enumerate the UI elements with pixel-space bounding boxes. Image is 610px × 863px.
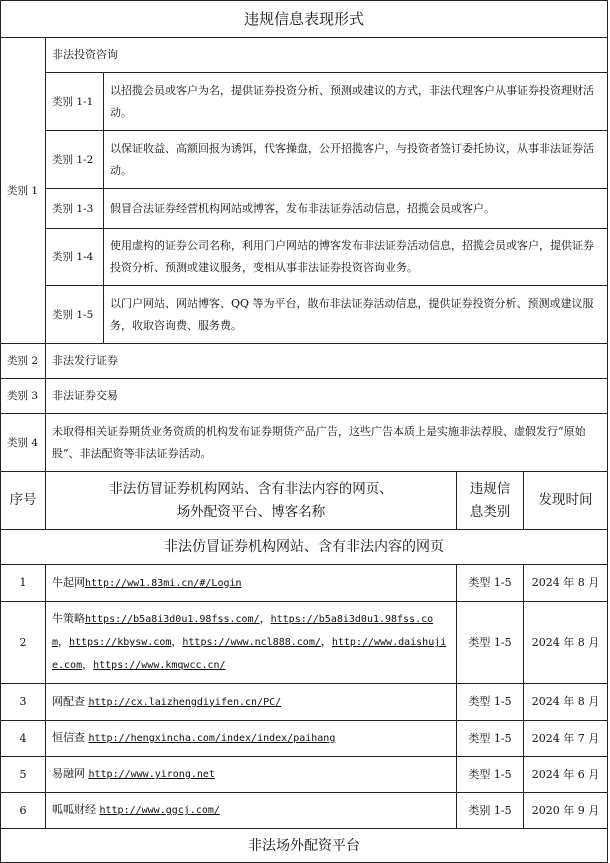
section-title-websites: 非法仿冒证券机构网站、含有非法内容的网页 [1, 530, 608, 565]
subcategory-text: 以保证收益、高额回报为诱饵，代客操盘，公开招揽客户，与投资者签订委托协议，从事非法证券活动。 [104, 131, 608, 189]
row-time: 2024 年 8 月 [524, 565, 608, 602]
row-type: 类型 1-5 [457, 565, 524, 602]
row-time: 2024 年 7 月 [524, 721, 608, 757]
row-name: 呱呱财经 [52, 803, 96, 816]
row-num: 1 [1, 565, 46, 602]
row-type: 类型 1-5 [457, 757, 524, 793]
header-time: 发现时间 [524, 472, 608, 530]
row-name: 牛起网 [52, 575, 85, 589]
category-3-label: 类别 3 [1, 379, 46, 414]
url-link[interactable]: http://hengxincha.com/index/index/paihang [88, 733, 336, 744]
url-link[interactable]: https://kbysw.com [69, 637, 172, 648]
table-row [1, 565, 608, 602]
table-row [1, 793, 608, 829]
subcategory-label: 类别 1-3 [46, 189, 104, 229]
subcategory-text: 使用虚构的证券公司名称，利用门户网站的博客发布非法证券活动信息，招揽会员或客户，提供证券投资分析、预测或建议服务，变相从事非法证券投资咨询业务。 [104, 229, 608, 286]
row-time: 2024 年 6 月 [524, 757, 608, 793]
url-link[interactable]: http://cx.laizhengdiyifen.cn/PC/ [88, 696, 282, 708]
table-title: 违规信息表现形式 [1, 1, 608, 38]
row-type: 类别 1-5 [457, 793, 524, 829]
row-num: 6 [1, 793, 46, 829]
row-time: 2024 年 8 月 [524, 602, 608, 684]
subcategory-text: 假冒合法证券经营机构网站或博客，发布非法证券活动信息，招揽会员或客户。 [104, 189, 608, 229]
section-title-otc-platforms: 非法场外配资平台 [1, 829, 608, 863]
row-name-cell [46, 721, 457, 757]
row-name-cell [46, 684, 457, 721]
row-name: 恒信查 [52, 731, 85, 744]
subcategory-text: 以招揽会员或客户为名，提供证券投资分析、预测或建议的方式，非法代理客户从事证券投资理财活动。 [104, 73, 608, 131]
row-num: 2 [1, 602, 46, 684]
subcategory-text: 以门户网站、网站博客、QQ 等为平台，散布非法证券活动信息，提供证券投资分析、预测或建议服务，收取咨询费、服务费。 [104, 286, 608, 344]
table-row [1, 684, 608, 721]
subcategory-label: 类别 1-5 [46, 286, 104, 344]
row-time: 2020 年 9 月 [524, 793, 608, 829]
table-row [1, 721, 608, 757]
row-type: 类型 1-5 [457, 684, 524, 721]
row-name-cell: 牛策略https://b5a8i3d0u1.98fss.com/，https://b5a8i3d0u1.98fss.com，https://kbysw.com，https://www.ncl888.com/，http://www.daishujie.com，https://www.kmqwcc.cn/ [46, 602, 457, 684]
subcategory-label: 类别 1-2 [46, 131, 104, 189]
category-1-name: 非法投资咨询 [46, 38, 608, 73]
row-name: 牛策略 [52, 612, 85, 625]
row-name: 网配查 [52, 694, 85, 708]
row-name-cell [46, 793, 457, 829]
row-num: 5 [1, 757, 46, 793]
header-type: 违规信息类别 [457, 472, 524, 530]
url-link[interactable]: https://www.kmqwcc.cn/ [93, 660, 226, 671]
url-link[interactable]: https://b5a8i3d0u1.98fss.com [52, 614, 434, 648]
category-4-label: 类别 4 [1, 414, 46, 472]
row-num: 3 [1, 684, 46, 721]
row-name: 易融网 [52, 767, 85, 780]
subcategory-label: 类别 1-1 [46, 73, 104, 131]
category-3-text: 非法证券交易 [46, 379, 608, 414]
row-type: 类型 1-5 [457, 602, 524, 684]
header-name: 非法仿冒证券机构网站、含有非法内容的网页、场外配资平台、博客名称 [46, 472, 457, 530]
url-link[interactable]: http://www.ggcj.com/ [99, 805, 220, 816]
row-name-cell [46, 757, 457, 793]
row-name-cell [46, 565, 457, 602]
category-2-text: 非法发行证券 [46, 344, 608, 379]
url-link[interactable]: http://www.daishujie.com [52, 637, 447, 671]
url-link[interactable]: https://b5a8i3d0u1.98fss.com/ [85, 614, 260, 625]
table-row [1, 602, 608, 684]
table-row [1, 757, 608, 793]
url-link[interactable]: https://www.ncl888.com/ [182, 637, 321, 648]
row-time: 2024 年 8 月 [524, 684, 608, 721]
category-1-label: 类别 1 [1, 38, 46, 344]
url-link[interactable]: http://www.yirong.net [88, 769, 215, 780]
category-4-text: 未取得相关证券期货业务资质的机构发布证券期货产品广告，这些广告本质上是实施非法荐股、虚假发行“原始股”、非法配资等非法证券活动。 [46, 414, 608, 472]
row-type: 类型 1-5 [457, 721, 524, 757]
category-2-label: 类别 2 [1, 344, 46, 379]
url-link[interactable]: http://ww1.83mi.cn/#/Login [85, 577, 242, 589]
row-num: 4 [1, 721, 46, 757]
subcategory-label: 类别 1-4 [46, 229, 104, 286]
header-num: 序号 [1, 472, 46, 530]
